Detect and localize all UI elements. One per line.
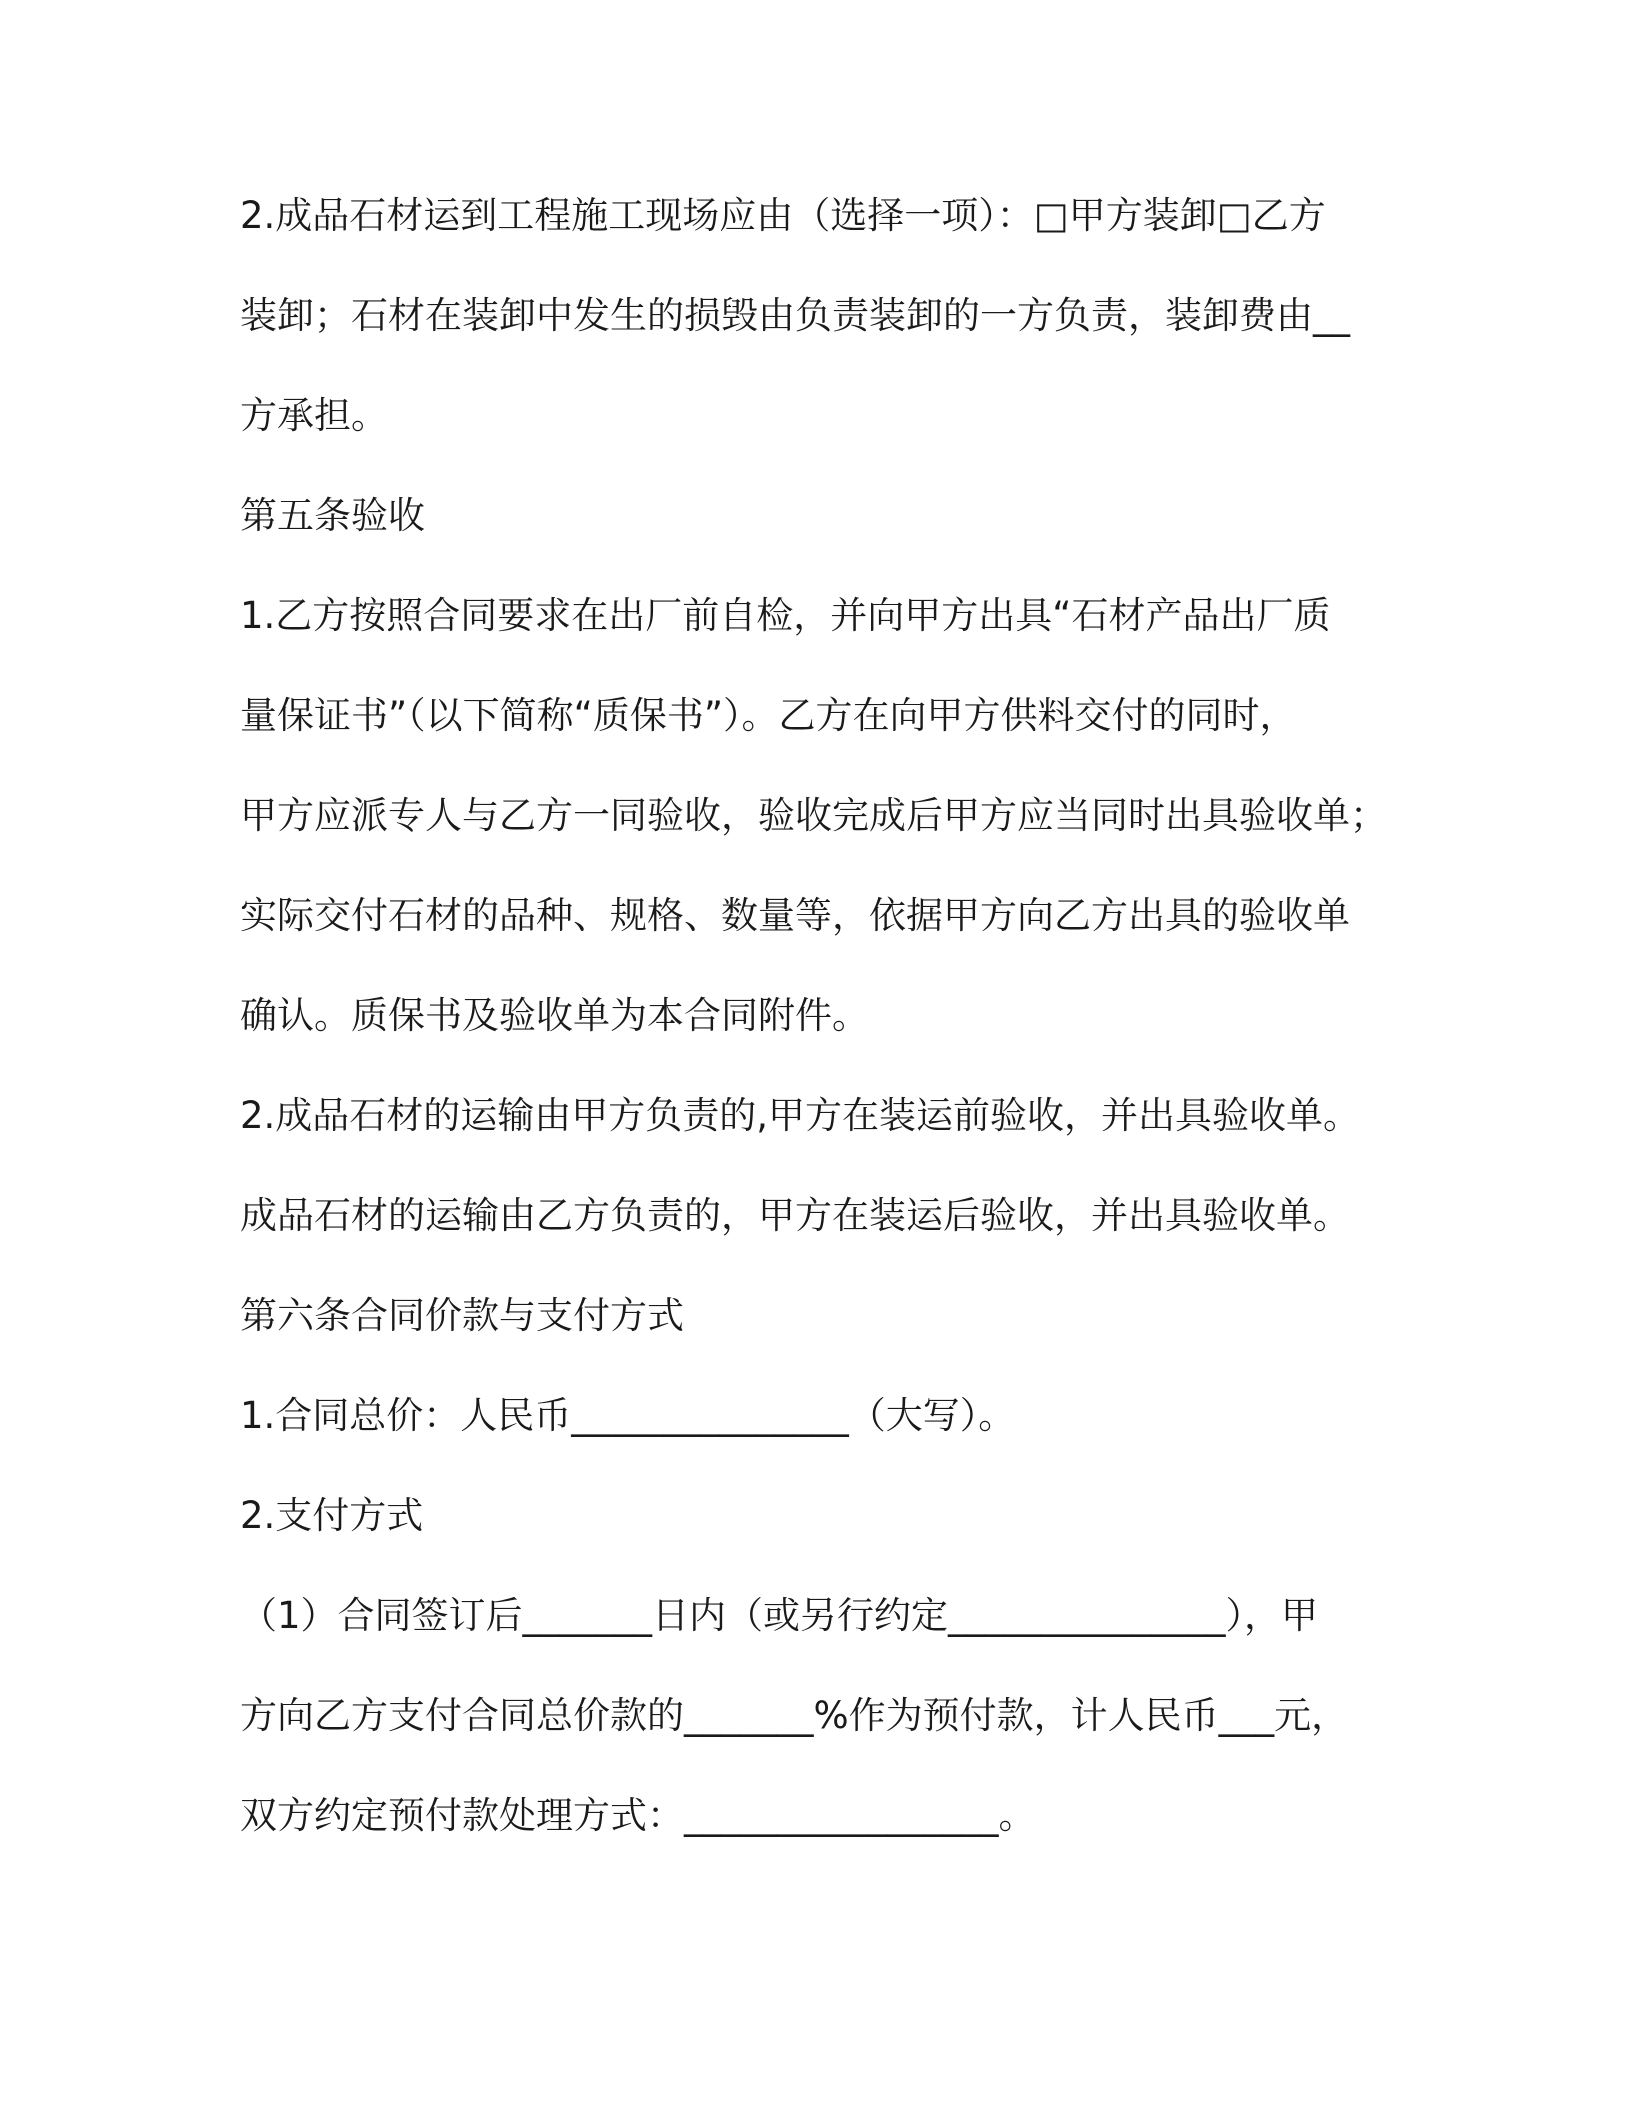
text-line-attachments: 确认。质保书及验收单为本合同附件。	[240, 994, 869, 1037]
text-line-unloading-damage: 装卸；石材在装卸中发生的损毁由负责装卸的一方负责，装卸费由__	[240, 294, 1350, 337]
text-line-payment-method: 2.支付方式	[240, 1494, 424, 1537]
text-line-quality-certificate: 量保证书”（以下简称“质保书”）。乙方在向甲方供料交付的同时，	[240, 694, 1297, 737]
section-heading-price-payment: 第六条合同价款与支付方式	[240, 1294, 684, 1337]
text-line-transport-party-b: 成品石材的运输由乙方负责的，甲方在装运后验收，并出具验收单。	[240, 1194, 1350, 1237]
text-line-actual-delivery: 实际交付石材的品种、规格、数量等，依据甲方向乙方出具的验收单	[240, 894, 1350, 937]
text-line-unloading-option: 2.成品石材运到工程施工现场应由（选择一项）：□甲方装卸□乙方	[240, 194, 1326, 237]
text-line-signing-days: （1）合同签订后_______日内（或另行约定_______________），甲	[240, 1594, 1319, 1637]
text-line-transport-party-a: 2.成品石材的运输由甲方负责的,甲方在装运前验收，并出具验收单。	[240, 1094, 1361, 1137]
text-line-advance-handling: 双方约定预付款处理方式：_________________。	[240, 1794, 1036, 1837]
text-line-joint-acceptance: 甲方应派专人与乙方一同验收，验收完成后甲方应当同时出具验收单；	[240, 794, 1387, 837]
text-line-unloading-fee: 方承担。	[240, 394, 388, 437]
text-line-total-price: 1.合同总价：人民币_______________（大写）。	[240, 1394, 1016, 1437]
text-line-self-inspection: 1.乙方按照合同要求在出厂前自检，并向甲方出具“石材产品出厂质	[240, 594, 1331, 637]
text-line-advance-payment: 方向乙方支付合同总价款的_______%作为预付款，计人民币___元，	[240, 1694, 1349, 1737]
section-heading-acceptance: 第五条验收	[240, 494, 425, 537]
